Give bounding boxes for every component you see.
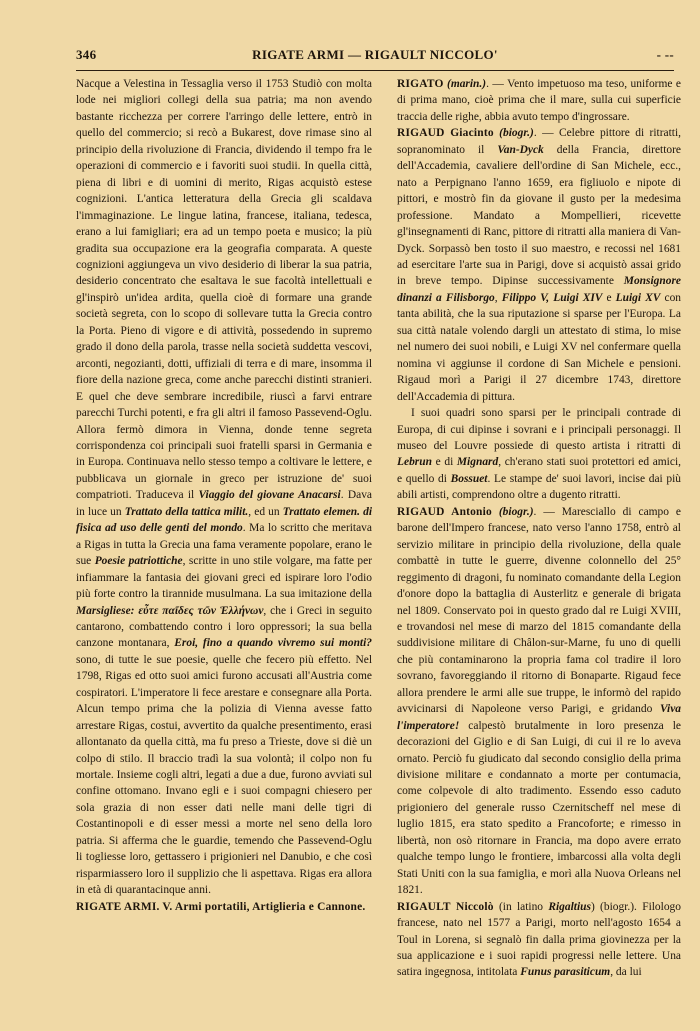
text-run: , da lui	[610, 966, 642, 979]
qualifier: (biogr.)	[493, 127, 534, 140]
italic-run: Monsignore dinanzi a Filisborgo	[397, 275, 681, 304]
text-run: calpestò brutalmente in loro presenza le decorazioni del Giglio e di San Luigi, di cui il re lo aveva ornato. Perciò fu giudicato dal secondo consiglio della prima divisione militare e condannato a morte per contumacia, come colpevole di alto tradimento. Essendo esso caduto prigioniero del generale russo Czernitscheff nel mese di luglio 1815, era stato spedito a Francoforte; e rimesso in libertà, non osò ritornare in Francia, ma dopo avere errato qualche tempo lungo le frontiere, imbarcossi alla volta degli Stati Uniti con la sua famiglia, e morì alla Nuova Orleans nel 1821.	[397, 719, 681, 897]
text-run: , che i Greci in seguito cantarono, combattendo contro i loro oppressori; la sua bella canzone montanara,	[76, 604, 372, 650]
entry-rigaud-antonio	[397, 504, 681, 899]
left-column	[76, 76, 372, 1016]
headword: RIGAULT Niccolò	[397, 900, 494, 913]
text-run: I suoi quadri sono sparsi per le principali contrade di Europa, di cui dipinse i sovrani e i principali personaggi. Il museo del Louvre possiede di questo artista i ritratti di	[397, 407, 681, 452]
text-run: ) (biogr.). Filologo francese, nato nel 1577 a Parigi, morto nell'agosto 1654 a Toul in Lorena, si segnalò fin dalla prima giovinezza per la sua applicazione e i suoi rapidi progressi nelle lettere. Una satira ingegnosa, intitolata	[397, 900, 681, 979]
entry-rigas-continuation	[76, 76, 372, 899]
text-run: . Dava in luce un	[76, 489, 372, 518]
qualifier: (marin.)	[443, 78, 487, 90]
italic-run: Funus parasiticum	[520, 966, 611, 979]
entry-rigault-niccolo	[397, 899, 681, 981]
text-run: (in latino	[493, 900, 549, 913]
title-anacarsi: Viaggio del giovane Anacarsi	[198, 489, 341, 502]
italic-run: Mignard	[456, 456, 499, 469]
italic-run: Rigaltius	[548, 900, 591, 913]
header-rule	[76, 70, 674, 71]
italic-run: Bossuet	[450, 472, 488, 485]
headword: RIGAUD Giacinto	[397, 127, 494, 140]
italic-run: Viva l'imperatore!	[397, 703, 681, 732]
text-run: . Ma lo scritto che meritava a Rigas in tutta la Grecia una fama veramente popolare, erano le sue	[76, 522, 372, 568]
italic-run: Van-Dyck	[497, 143, 544, 156]
qualifier: (biogr.)	[491, 505, 534, 518]
italic-run: Filippo V, Luigi XIV	[501, 291, 603, 304]
title-tattica: Trattato della tattica milit.	[124, 505, 249, 518]
text-run: ,	[494, 291, 502, 304]
headword: RIGAUD Antonio	[397, 505, 492, 518]
title-marsigliese: Marsigliese: εὖτε παῖδες τῶν Ἑλλήνων	[76, 604, 264, 617]
title-eroi: Eroi, fino a quando vivremo sui monti?	[174, 637, 372, 650]
right-column	[397, 76, 681, 1016]
running-header	[76, 47, 674, 69]
text-run: con tanta abilità, che la sua riputazione si sparse per l'Europa. La sua città natale volendo dargli un attestato di stima, lo mise nel numero dei suoi nobili, e Luigi XV nel confermare quella nomina vi aggiunse il cordone di San Michele e pensioni. Rigaud morì a Parigi il 27 dicembre 1743, direttore dell'Accademia di pittura.	[397, 291, 681, 403]
entry-rigaud-giacinto-works	[397, 405, 681, 504]
italic-run: Luigi XV	[615, 291, 661, 304]
title-fisica: Trattato elemen. di fisica ad uso delle genti del mondo	[76, 505, 372, 535]
entry-rigaud-giacinto	[397, 125, 681, 405]
entry-rigato	[397, 76, 681, 125]
text-run: , ed un	[248, 505, 283, 518]
text-run: , ch'erano stati suoi protettori ed amici, e quello di	[397, 456, 681, 485]
text-run: . — Celebre pittore di ritratti, sopranominato il	[397, 127, 681, 156]
title-poesie: Poesie patriottiche	[94, 555, 183, 568]
italic-run: Lebrun	[397, 456, 432, 469]
page-number: 346	[76, 47, 97, 62]
text-run: . — Maresciallo di campo e barone dell'Impero francese, nato verso l'anno 1758, entrò al servizio militare in principio della rivoluzione, della quale combattè in tutte le guerre, divenne colonnello del 25° reggimento di dragoni, fu nominato comandante della Legion d'onore dopo la battaglia di Austerlitz e generale di brigata nel 1809. Conservato poi in questo grado dal re Luigi XVIII, e trovandosi nel mese di marzo del 1815 comandante della suddivisione militare di Châlon-sur-Marne, fu uno di quelli che più contaminarono la propria fama col tradire il loro sovrano, favoreggiando il ritorno di Bonaparte. Rigaud fece allora prendere le armi alle sue truppe, le informò del rapido avvicinarsi di Napoleone verso Parigi, e gridando	[397, 505, 681, 716]
headword: RIGATE ARMI.	[76, 900, 160, 913]
text-run: della Francia, direttore dell'Accademia, cavaliere dell'ordine di San Michele, ecc., nato a Perpignano l'anno 1659, era figliuolo e nipote di pittori, e mostrò fin da giovane il gusto per la medesima professione. Mandato a Mompellieri, ricevette gl'insegnamenti di Ranc, pittore di ritratti alla maniera di Van-Dyck. Sorpassò ben tosto il suo maestro, e recossi nel 1681 ad esercitare l'arte sua in Parigi, dove si acquistò assai grido in breve tempo. Dipinse successivamente	[397, 143, 681, 288]
entry-rigate-armi	[76, 899, 372, 915]
text-run: e di	[431, 456, 457, 469]
text-run: . Le stampe de' suoi lavori, incise dai più abili artisti, comprendono oltre a dugento ritratti.	[397, 472, 681, 502]
text-run: Nacque a Velestina in Tessaglia verso il 1753 Studiò con molta lode nei migliori collegi della sua patria; ma non avendo bastante ricchezza per correre l'arringo delle lettere, entrò in quello del commercio; si recò a Bukarest, dove rimase sino al principio della rivoluzione di Francia, dividendo il tempo fra le operazioni di commercio e i favoriti suoi studii. In quella città, piena di libri e di uomini di merito, Rigas acquistò estese cognizioni. L'antica letteratura della Grecia gli scaldava l'immaginazione. Le lingue latina, francese, italiana, tedesca, erano a lui famigliari; era ad un tempo poeta e musico; la più gradita sua occupazione era la geografia comparata. A queste cognizioni aggiungeva un vivo desiderio di liberar la sua patria, desiderio concentrato che esaltava le sue facoltà intellettuali e gl'inspirò un'idea ardita, quella cioè di formare una grande società segreta, con lo scopo di sollevare tutta la Grecia contro la Porta. Pieno di vigore e di attività, possedendo in supremo grado il dono della parola, trasse nella società suddetta vescovi, arconti, negozianti, dotti, uffiziali di terra e di mare, insomma il fiore della nazione greca, come anche parecchi distinti stranieri. E quel che deve sembrare incredibile, riuscì a farvi entrare parecchi Turchi potenti, e fra gli altri il famoso Passevend-Oglu. Allora fermò dimora in Vienna, donde tenne segreta corrispondenza coi principali suoi fratelli sparsi in Germania e in Europa. Continuava nello stesso tempo a coltivare le lettere, e pubblicava un giornale in greco per istruzione de' suoi compatrioti. Traduceva il	[76, 78, 372, 502]
text-run: , scritte in uno stile volgare, ma fatte per infiammare la fantasia dei giovani greci ed ispirare loro l'odio più forte contro la tirannide musulmana. La sua imitazione della	[76, 555, 372, 601]
header-dash: - --	[656, 47, 674, 62]
text-run: sono, di tutte le sue poesie, quelle che fecero più effetto. Nel 1798, Rigas ed otto suoi amici furono accusati all'Austria come cospiratori. L'imperatore li fece arestare e consegnare alla Porta. Alcun tempo prima che la polizia di Vienna avesse fatto arrestare Rigas, costui, avvertito da qualche presentimento, erasi allontanato da quella città, ma fu preso a Trieste, dove si diè un colpo di stilo. Il braccio tradì la sua volontà; il colpo non fu mortale. Insieme cogli altri, legati a due a due, furono avviati sul confine ottomano. Invano egli e i suoi compagni chiesero per sola grazia di non esser dati nelle mani delle tigri di Costantinopoli e di esser messi a morte nel seno della loro patria. Si afferma che le guardie, temendo che Passevend-Oglu li togliesse loro, gettassero i prigionieri nel Danubio, e che così risparmiassero loro il supplizio che li aspettava. Rigas era allora in età di quarantacinque anni.	[76, 653, 372, 897]
cross-reference: V. Armi portatili, Artiglieria e Cannone.	[159, 900, 366, 913]
text-run: . — Vento impetuoso ma teso, uniforme e di prima mano, cioè prima che il mare, sulla cui superficie traccia delle righe, abbia avuto tempo d'ingrossare.	[397, 78, 681, 123]
text-run: e	[602, 291, 616, 304]
headword: RIGATO	[397, 78, 444, 90]
header-title: RIGATE ARMI — RIGAULT NICCOLO'	[252, 47, 498, 62]
